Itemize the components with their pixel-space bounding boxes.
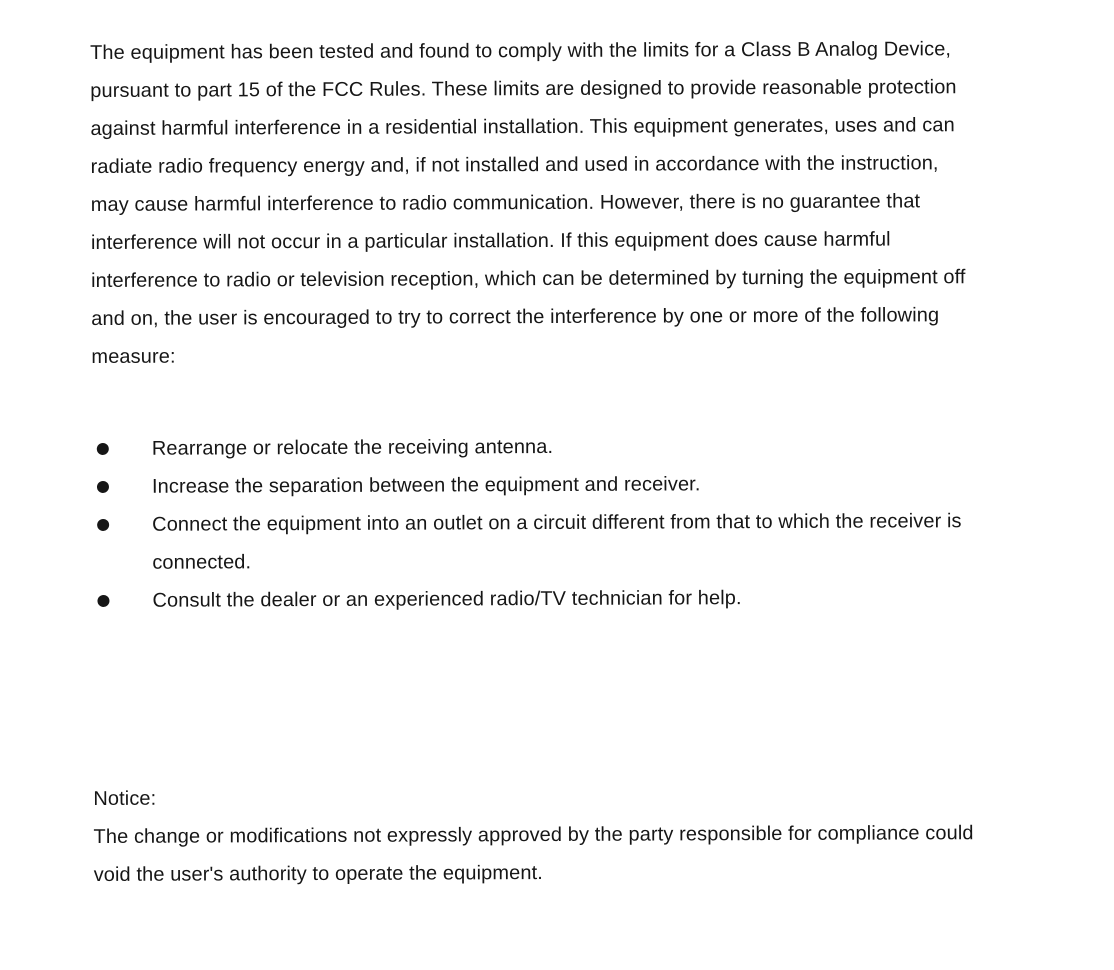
statement-line: may cause harmful interference to radio communication. However, there is no guarantee that [90, 190, 921, 216]
notice-line: void the user's authority to operate the equipment. [93, 862, 543, 886]
measure-line: Consult the dealer or an experienced radio/TV technician for help. [152, 587, 742, 612]
statement-line: The equipment has been tested and found to comply with the limits for a Class B Analog Device, [90, 38, 952, 64]
bullet-icon [97, 481, 109, 493]
page-content [90, 30, 1094, 894]
measure-line: connected. [152, 551, 252, 574]
notice-label: Notice: [93, 787, 157, 810]
list-item [92, 426, 1092, 468]
list-item [92, 502, 1092, 582]
notice-line: The change or modifications not expressly approved by the party responsible for compliance could [93, 822, 974, 848]
statement-line: against harmful interference in a residential installation. This equipment generates, uses and can [90, 114, 955, 140]
statement-line: radiate radio frequency energy and, if not installed and used in accordance with the instruction, [90, 152, 939, 178]
measure-line: Connect the equipment into an outlet on a circuit different from that to which the receiver is [152, 510, 962, 536]
measures-list [92, 426, 1093, 620]
measure-line: Increase the separation between the equipment and receiver. [151, 473, 701, 498]
bullet-icon [97, 595, 109, 607]
list-item [92, 578, 1092, 620]
list-item [92, 464, 1092, 506]
statement-line: measure: [91, 345, 176, 368]
bullet-icon [97, 443, 109, 455]
fcc-statement-paragraph [90, 30, 1091, 376]
statement-line: interference to radio or television reception, which can be determined by turning the equipment off [91, 266, 966, 292]
statement-line: interference will not occur in a particular installation. If this equipment does cause harmful [90, 228, 891, 254]
bullet-icon [97, 519, 109, 531]
statement-line: and on, the user is encouraged to try to correct the interference by one or more of the following [91, 304, 940, 330]
measure-line: Rearrange or relocate the receiving antenna. [151, 435, 554, 460]
notice-section [93, 776, 1093, 894]
statement-line: pursuant to part 15 of the FCC Rules. These limits are designed to provide reasonable protection [90, 76, 957, 102]
